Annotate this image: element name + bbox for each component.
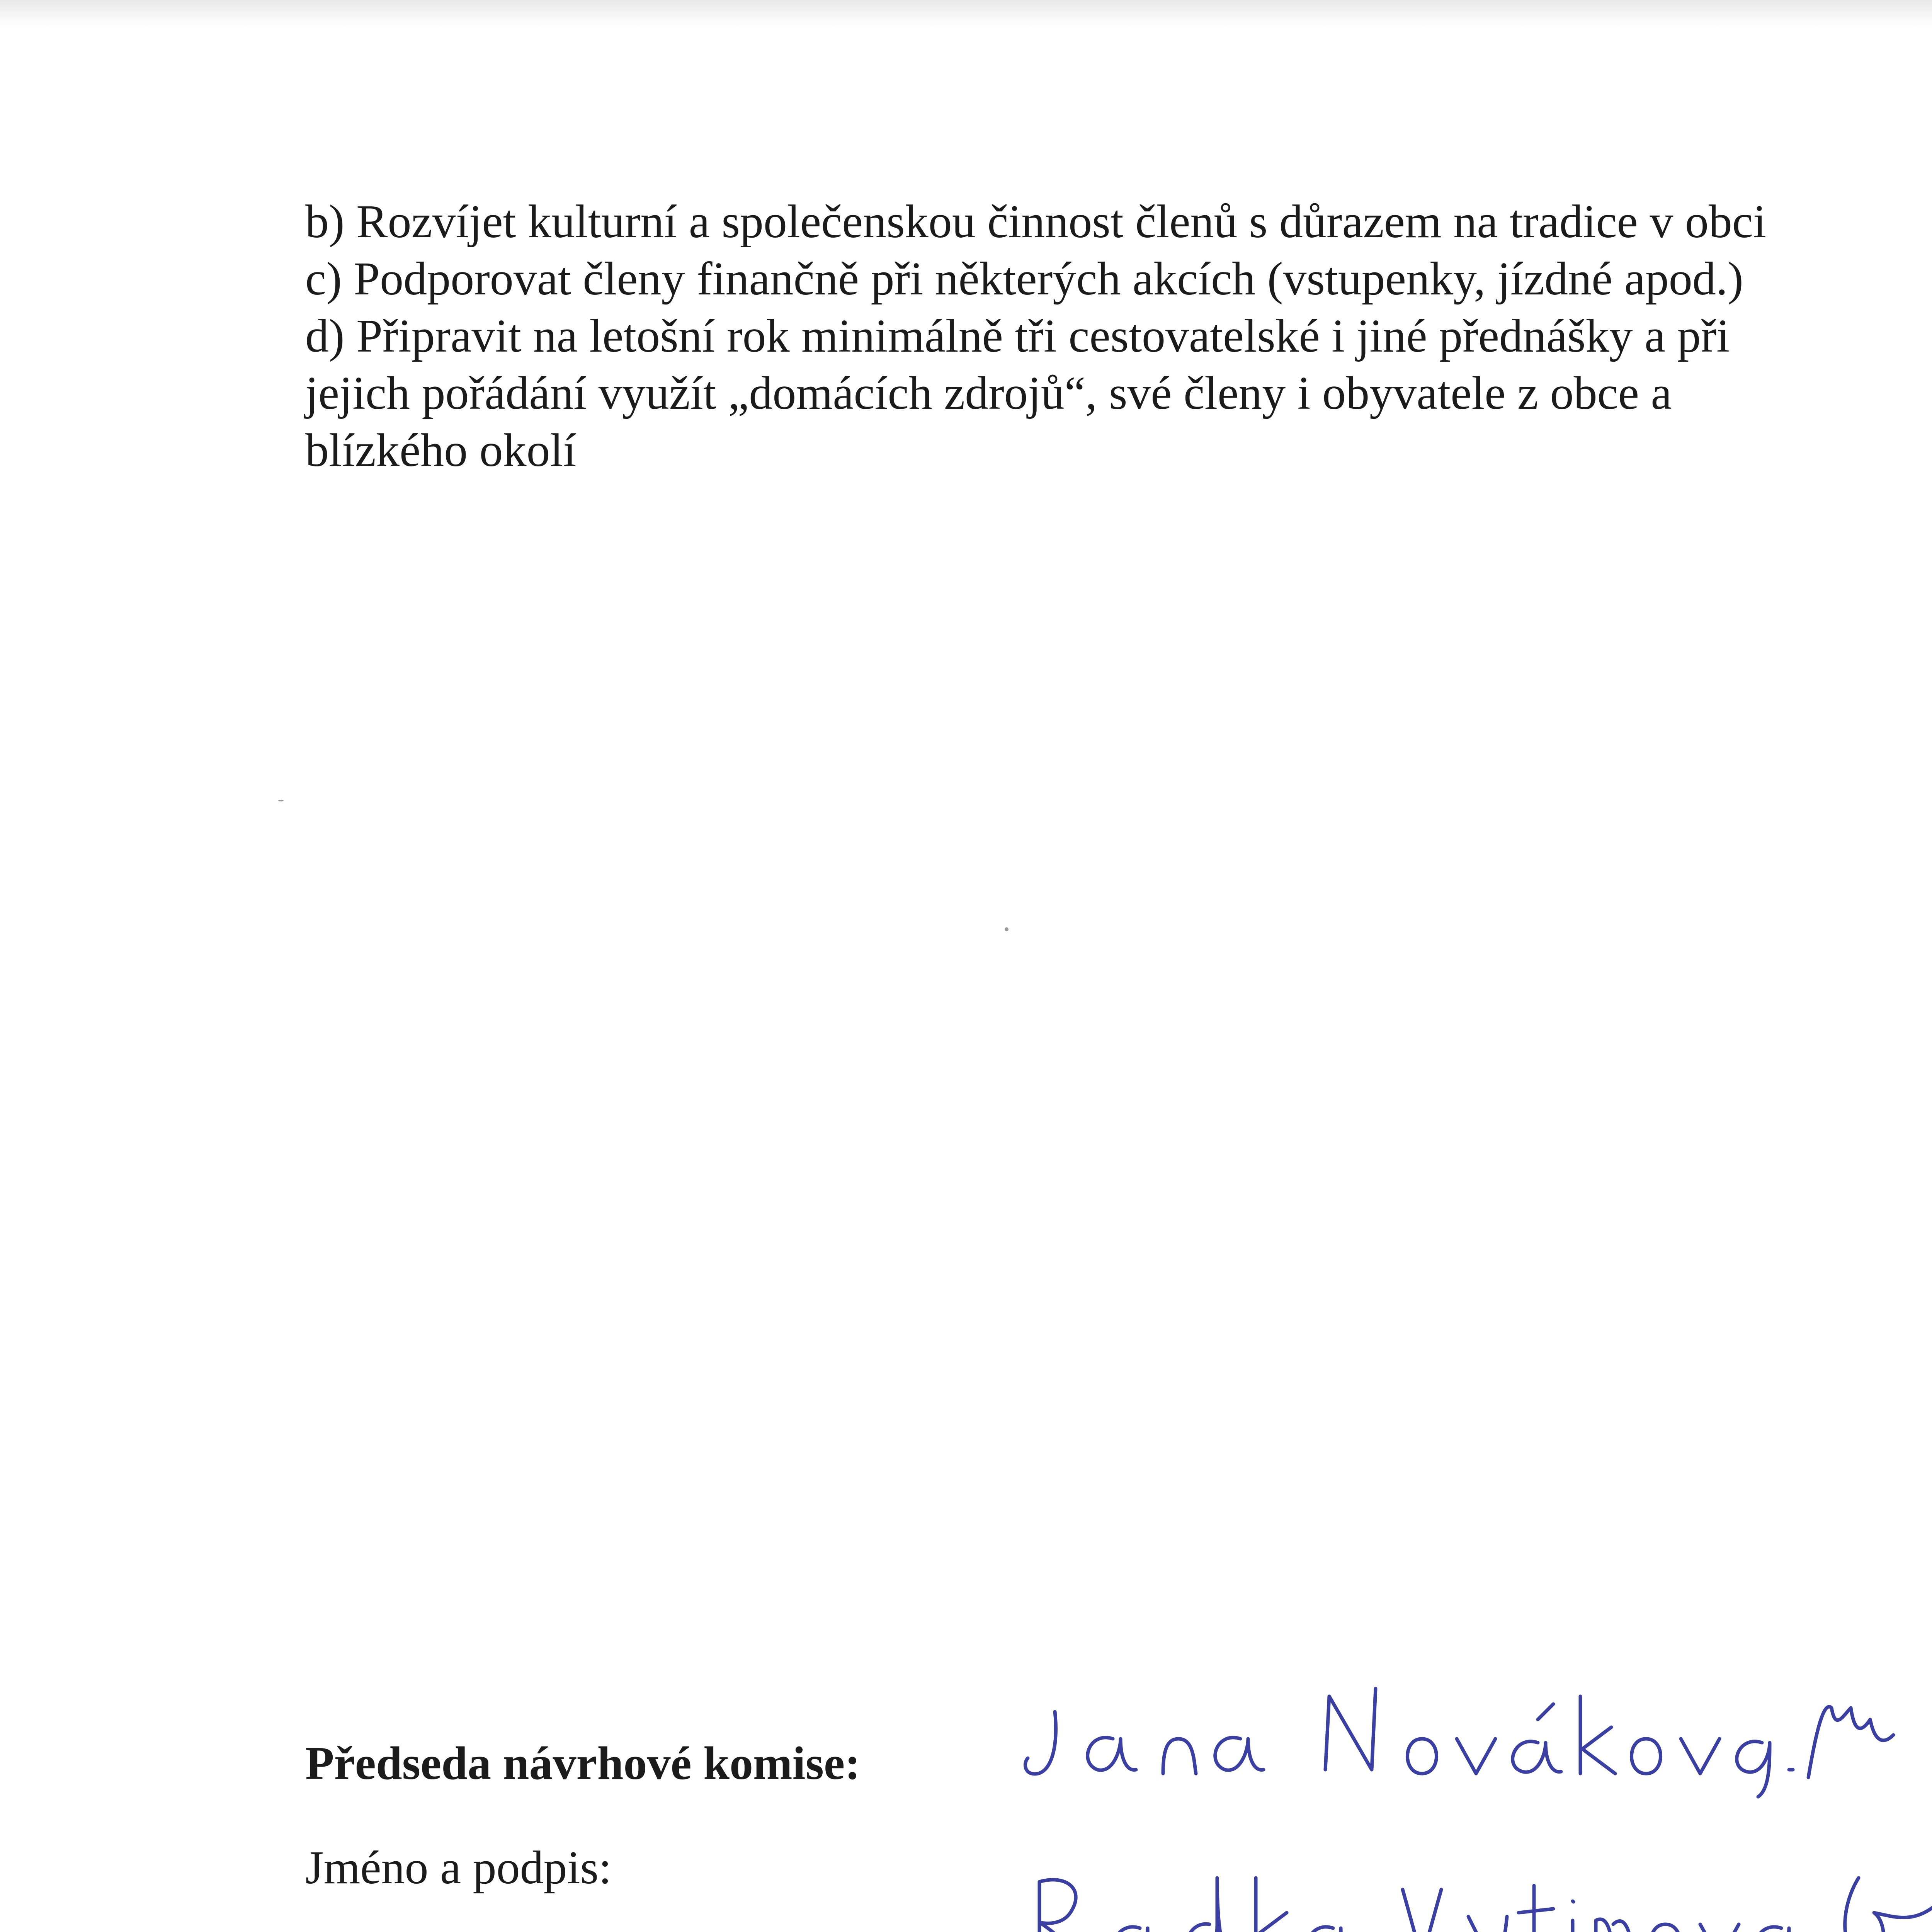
- paragraph-d: d) Připravit na letošní rok minimálně tři cestovatelské i jiné přednášky a při jejich pořádání využít „domácích zdrojů“, své členy i obyvatele z obce a blízkého okolí: [305, 310, 1730, 476]
- signature-chair: [1024, 1662, 1913, 1801]
- signature-verifier-1: [1024, 1847, 1913, 1932]
- paragraph-c: c) Podporovat členy finančně při některých akcích (vstupenky, jízdné apod.): [305, 253, 1743, 305]
- scan-edge-shadow: [0, 0, 1932, 27]
- paragraph-b: b) Rozvíjet kulturní a společenskou činnost členů s důrazem na tradice v obci: [305, 196, 1766, 248]
- scan-speck: [278, 800, 284, 801]
- chair-name-label: Jméno a podpis:: [305, 1842, 612, 1894]
- scan-speck: [1005, 927, 1009, 931]
- chair-heading: Předseda návrhové komise:: [305, 1737, 861, 1789]
- resolution-text: [305, 193, 1774, 479]
